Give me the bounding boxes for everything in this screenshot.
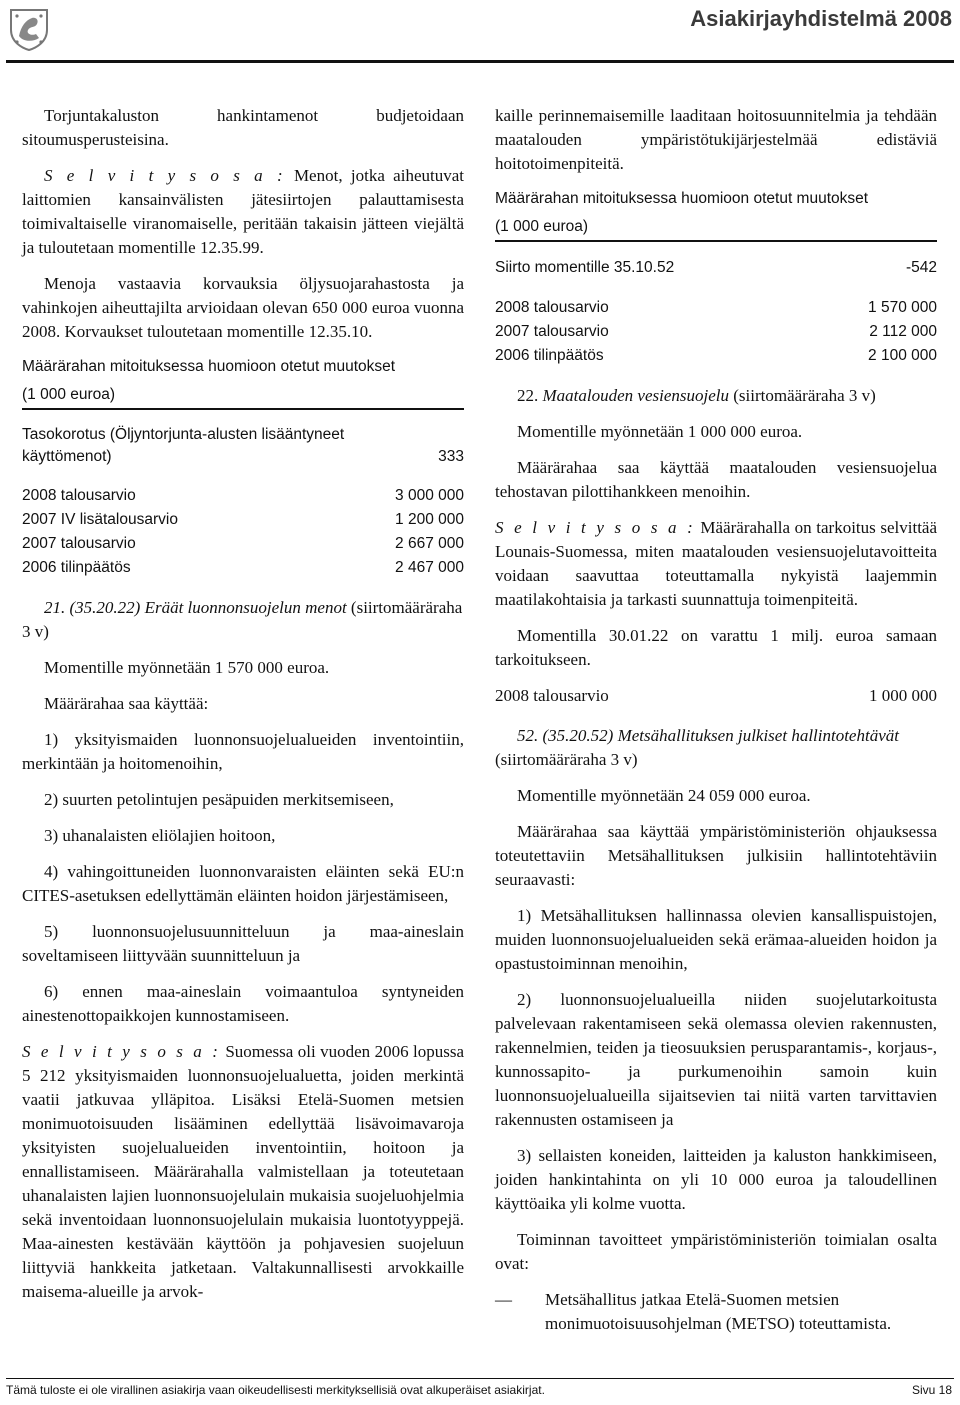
header-divider: [6, 60, 954, 63]
row-label: 2007 talousarvio: [22, 535, 136, 552]
explanation-text: Määrärahalla on tarkoitus selvittää Lounais-Suomessa, miten maatalouden vesiensuojelutavoitteita voidaan saavuttaa toteuttamalla nykyistä laajemmin maatilakohtaisia ja tarkasti suunnattuja toimenpiteitä.: [495, 518, 938, 609]
explanation-label: S e l v i t y s o s a :: [22, 1042, 221, 1061]
list-item: 5) luonnonsuojelusuunnitteluun ja maa-aineslain soveltamiseen liittyvään suunnitteluun ja: [22, 922, 464, 965]
document-title: Asiakirjayhdistelmä 2008: [690, 6, 952, 31]
table-row: [495, 256, 937, 280]
table-row: [22, 556, 464, 580]
list-item: 3) sellaisten koneiden, laitteiden ja kaluston hankkimiseen, joiden hankintahinta on yli 10 000 euroa ja taloudellinen käyttöaika yli kolme vuotta.: [495, 1146, 937, 1213]
right-column: [495, 104, 937, 1336]
table-row: [495, 320, 937, 344]
paragraph: Momentille myönnetään 1 570 000 euroa.: [44, 658, 330, 677]
paragraph: Torjuntakaluston hankintamenot budjetoidaan sitoumusperusteisina.: [22, 106, 464, 149]
section-type: (siirtomääräraha 3 v): [22, 598, 463, 641]
row-label: 2007 IV lisätalousarvio: [22, 511, 178, 528]
explanation-paragraph: [22, 1040, 464, 1304]
row-label: 2008 talousarvio: [495, 299, 609, 316]
dash-item-text: Metsähallitus jatkaa Etelä-Suomen metsien monimuotoisuusohjelman (METSO) toteuttamista.: [545, 1290, 892, 1333]
table-row: [495, 684, 937, 708]
row-value: 1 570 000: [868, 299, 937, 316]
row-label: 2007 talousarvio: [495, 323, 609, 340]
dash-list-item: [495, 1288, 937, 1336]
list-item: 2) suurten petolintujen pesäpuiden merkitsemiseen,: [44, 790, 394, 809]
section-heading: [495, 724, 937, 772]
table-divider: [495, 240, 937, 242]
paragraph: kaille perinnemaisemille laaditaan hoitosuunnitelmia ja tehdään maatalouden ympäristötukijärjestelmää edistäviä hoitotoimenpiteitä.: [495, 106, 937, 173]
section-title: Maatalouden vesiensuojelu: [542, 386, 729, 405]
budget-table: [495, 296, 937, 368]
explanation-text: Menot, jotka aiheutuvat laittomien kansainvälisten jätesiirtojen palauttamisesta toimivaltaiselle viranomaiselle, peritään takaisin jätteen viejältä ja tuloutetaan momentille 12.35.99.: [22, 166, 464, 257]
list-item: 1) yksityismaiden luonnonsuojelualueiden inventointiin, merkintään ja hoitomenoihin,: [22, 730, 464, 773]
budget-table: [22, 484, 464, 580]
row-label: 2006 tilinpäätös: [22, 559, 131, 576]
left-column: [22, 104, 464, 1316]
table-row: [495, 296, 937, 320]
row-label: Siirto momentille 35.10.52: [495, 259, 675, 276]
section-title: (35.20.22) Eräät luonnonsuojelun menot: [69, 598, 347, 617]
paragraph: Momentille myönnetään 24 059 000 euroa.: [517, 786, 811, 805]
table-heading: Määrärahan mitoituksessa huomioon otetut muutokset: [22, 358, 396, 375]
list-item: 6) ennen maa-aineslain voimaantuloa syntyneiden ainestenottopaikkojen kunnostamiseen.: [22, 982, 464, 1025]
row-value: 2 100 000: [868, 347, 937, 364]
footer-divider: [6, 1378, 954, 1379]
footer-note: Tämä tuloste ei ole virallinen asiakirja vaan oikeudellisesti merkityksellisiä ovat alkuperäiset asiakirjat.: [6, 1383, 545, 1397]
row-value: 2 467 000: [395, 559, 464, 576]
explanation-paragraph: [495, 516, 937, 612]
table-row: [22, 532, 464, 556]
row-value: 2 667 000: [395, 535, 464, 552]
row-label: 2006 tilinpäätös: [495, 347, 604, 364]
section-number: 52.: [517, 726, 539, 745]
table-unit: (1 000 euroa): [22, 386, 116, 403]
list-item: 3) uhanalaisten eliölajien hoitoon,: [44, 826, 276, 845]
table-unit: (1 000 euroa): [495, 218, 589, 235]
explanation-paragraph: [22, 164, 464, 260]
row-value: 333: [438, 448, 464, 465]
dash-bullet: —: [495, 1290, 512, 1309]
row-label: 2008 talousarvio: [22, 487, 136, 504]
row-label: käyttömenot): [22, 448, 112, 465]
paragraph: Määrärahaa saa käyttää ympäristöministeriön ohjauksessa toteutettaviin Metsähallituksen julkisiin hallintotehtäviin seuraavasti:: [495, 822, 937, 889]
section-number: 21.: [44, 598, 66, 617]
page-header: [0, 0, 960, 56]
paragraph: Määrärahaa saa käyttää:: [44, 694, 209, 713]
row-value: 1 000 000: [869, 686, 937, 705]
paragraph: Momentilla 30.01.22 on varattu 1 milj. euroa samaan tarkoitukseen.: [495, 626, 937, 669]
row-value: 2 112 000: [869, 323, 937, 340]
row-value: 3 000 000: [395, 487, 464, 504]
paragraph: Menoja vastaavia korvauksia öljysuojarahastosta ja vahinkojen aiheuttajilta arvioidaan olevan 650 000 euroa vuonna 2008. Korvaukset tuloutetaan momentille 12.35.10.: [22, 274, 464, 341]
row-label: Tasokorotus (Öljyntorjunta-alusten lisääntyneet: [22, 426, 345, 443]
explanation-label: S e l v i t y s o s a :: [495, 518, 696, 537]
coat-of-arms-logo: [6, 6, 52, 52]
row-value: 1 200 000: [395, 511, 464, 528]
table-row: [22, 484, 464, 508]
page-number: Sivu 18: [911, 1383, 952, 1397]
explanation-text: Suomessa oli vuoden 2006 lopussa 5 212 yksityismaiden luonnonsuojelualuetta, joiden merkintä vaatii jatkuvaa ylläpitoa. Lisäksi Etelä-Suomen metsien monimuotoisuuden lisääminen edellyttää lisävoimavaroja yksityisten suojelualueiden inventointiin, hoitoon ja ennallistamiseen. Määrärahalla valmistellaan ja toteutetaan uhanalaisten lajien luonnonsuojelulain mukaisia suojeluohjelmia sekä inventoidaan luonnonsuojelulain mukaisia luontotyyppejä. Maa-ainesten kestävään käyttöön ja pohjavesien suojeluun liittyviä hankkeita jatketaan. Valtakunnallisesti arvokkaille maisema-alueille ja arvok-: [22, 1042, 465, 1301]
list-item: 4) vahingoittuneiden luonnonvaraisten eläinten sekä EU:n CITES-asetuksen edellyttämän eläinten hoidon järjestämiseen,: [22, 862, 464, 905]
page-footer: [6, 1383, 952, 1397]
row-value: -542: [905, 259, 937, 276]
table-row: [22, 424, 464, 468]
paragraph: Momentille myönnetään 1 000 000 euroa.: [517, 422, 803, 441]
section-heading: [22, 596, 464, 644]
table-row: [22, 508, 464, 532]
section-type: (siirtomääräraha 3 v): [733, 386, 876, 405]
section-number: 22.: [517, 386, 539, 405]
row-label: 2008 talousarvio: [495, 686, 609, 705]
section-heading: [495, 384, 937, 408]
table-row: [495, 344, 937, 368]
table-divider: [22, 408, 464, 410]
paragraph: Määrärahaa saa käyttää maatalouden vesiensuojelua tehostavan pilottihankkeen menoihin.: [495, 458, 937, 501]
list-item: 2) luonnonsuojelualueilla niiden suojelutarkoitusta palvelevaan rakentamiseen sekä olemassa olevien rakennusten, rakennelmien, teiden ja tieosuuksien perusparantamis-, korjaus-, kunnossapito- ja purkumenoihin samoin kuin luonnonsuojelualueilla sijaitsevien tai niitä varten tarvittavien rakennusten ostamiseen ja: [495, 990, 937, 1129]
explanation-label: S e l v i t y s o s a :: [44, 166, 286, 185]
section-type: (siirtomääräraha 3 v): [495, 750, 638, 769]
list-item: 1) Metsähallituksen hallinnassa olevien kansallispuistojen, muiden luonnonsuojelualueiden sekä erämaa-alueiden hoidon ja opastustoiminnan menoihin,: [495, 906, 937, 973]
section-title: (35.20.52) Metsähallituksen julkiset hallintotehtävät: [542, 726, 899, 745]
table-heading: Määrärahan mitoituksessa huomioon otetut muutokset: [495, 190, 869, 207]
paragraph: Toiminnan tavoitteet ympäristöministeriön toimialan osalta ovat:: [495, 1230, 937, 1273]
